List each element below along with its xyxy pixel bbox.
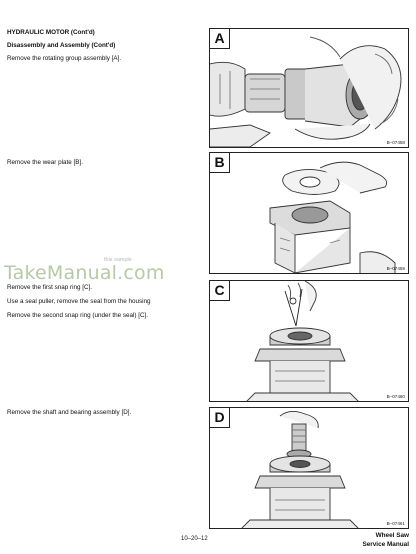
step-remove-seal: Use a seal puller, remove the seal from the housing — [7, 298, 151, 305]
figure-a-code: B–07458 — [386, 140, 405, 145]
figure-a-illustration — [210, 29, 409, 148]
figure-d-panel — [209, 407, 409, 529]
figure-d-code: B–07461 — [386, 521, 405, 526]
figure-d-illustration — [210, 408, 409, 529]
footer-product: Wheel Saw — [375, 532, 409, 539]
figure-a-panel — [209, 28, 409, 148]
figure-b-illustration — [210, 153, 409, 274]
figure-c-code: B–07460 — [386, 394, 405, 399]
watermark-brand: TakeManual.com — [4, 262, 165, 284]
step-remove-wear-plate: Remove the wear plate [B]. — [7, 159, 83, 166]
footer-manual: Service Manual — [362, 541, 409, 548]
step-remove-second-snap-ring: Remove the second snap ring (under the seal) [C]. — [7, 312, 149, 319]
step-remove-shaft-bearing: Remove the shaft and bearing assembly [D]. — [7, 409, 132, 416]
page-number: 10–20–12 — [181, 536, 208, 542]
figure-b-code: B–07459 — [386, 266, 405, 271]
figure-b-letter: B — [210, 153, 230, 173]
step-remove-rotating-group: Remove the rotating group assembly [A]. — [7, 55, 122, 62]
figure-c-letter: C — [210, 281, 230, 301]
figure-c-illustration — [210, 281, 409, 402]
figure-d-letter: D — [210, 408, 230, 428]
figure-b-panel — [209, 152, 409, 274]
step-remove-first-snap-ring: Remove the first snap ring [C]. — [7, 284, 93, 291]
watermark-note: this sample — [104, 257, 132, 263]
figure-a-letter: A — [210, 29, 230, 49]
section-title: HYDRAULIC MOTOR (Cont'd) — [7, 29, 95, 36]
subsection-title: Disassembly and Assembly (Cont'd) — [7, 42, 116, 49]
figure-c-panel — [209, 280, 409, 402]
